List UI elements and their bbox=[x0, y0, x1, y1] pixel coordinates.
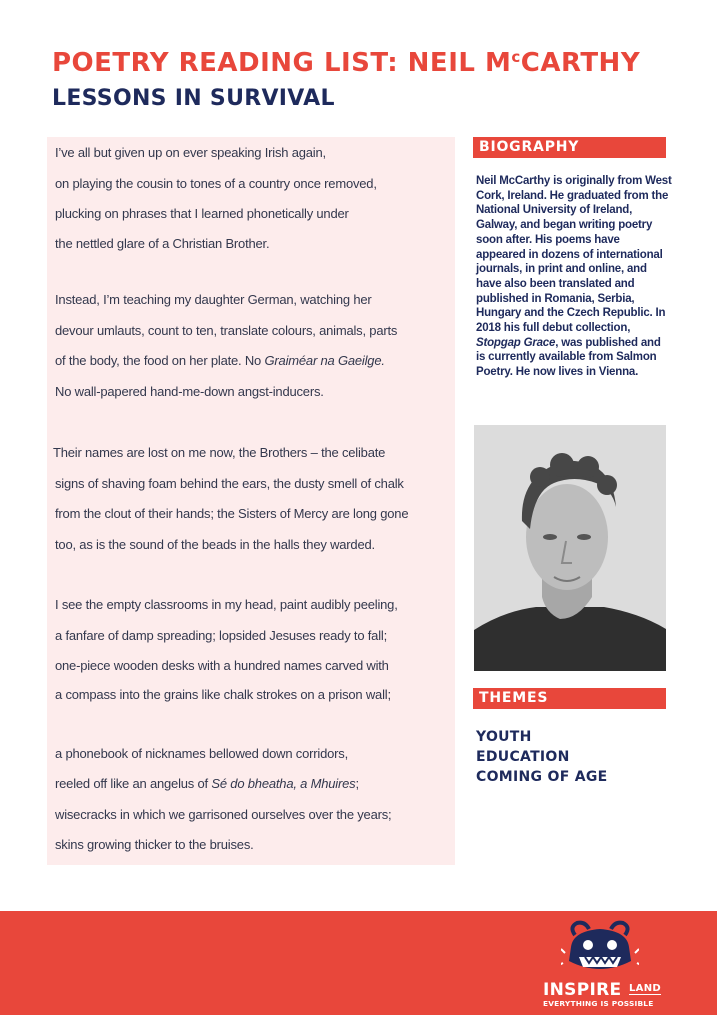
poem-line: I see the empty classrooms in my head, paint audibly peeling, bbox=[55, 597, 398, 612]
poem-line: of the body, the food on her plate. No Graiméar na Gaeilge. bbox=[55, 353, 385, 368]
poem-line: No wall-papered hand-me-down angst-inducers. bbox=[55, 384, 324, 399]
poem-line: plucking on phrases that I learned phonetically under bbox=[55, 206, 349, 221]
poem-line: from the clout of their hands; the Sisters of Mercy are long gone bbox=[55, 506, 409, 521]
inspireland-mascot-icon bbox=[561, 917, 639, 979]
theme-item: COMING OF AGE bbox=[476, 769, 608, 785]
poem-line: too, as is the sound of the beads in the halls they warded. bbox=[55, 537, 375, 552]
poem-line: Instead, I’m teaching my daughter German, watching her bbox=[55, 292, 372, 307]
poem-line: one-piece wooden desks with a hundred names carved with bbox=[55, 658, 389, 673]
poem-line: reeled off like an angelus of Sé do bheatha, a Mhuires; bbox=[55, 776, 359, 791]
poem-line: wisecracks in which we garrisoned ourselves over the years; bbox=[55, 807, 392, 822]
biography-heading: BIOGRAPHY bbox=[479, 139, 580, 155]
poem-line: devour umlauts, count to ten, translate colours, animals, parts bbox=[55, 323, 398, 338]
poem-line: a fanfare of damp spreading; lopsided Jesuses ready to fall; bbox=[55, 628, 387, 643]
page-title: POETRY READING LIST: NEIL $M^cCARTHY$ bbox=[52, 48, 641, 78]
logo-land: LAND bbox=[629, 983, 661, 994]
poem-line: signs of shaving foam behind the ears, the dusty smell of chalk bbox=[55, 476, 404, 491]
biography-text: Neil McCarthy is originally from West Cork, Ireland. He graduated from the National University of Ireland, Galway, and began writing poetry soon after. His poems have appeared in dozens of international journals, in print and online, and have also been translated and published in Romania, Serbia, Hungary and the Czech Republic. In 2018 his full debut collection, Stopgap Grace, was published and is currently available from Salmon Poetry. He now lives in Vienna. bbox=[476, 175, 672, 379]
book-title: Stopgap Grace bbox=[476, 336, 556, 349]
themes-heading-bar bbox=[473, 688, 666, 709]
irish-phrase: Graiméar na Gaeilge. bbox=[264, 353, 385, 368]
poem-line: Their names are lost on me now, the Brothers – the celibate bbox=[53, 445, 386, 460]
poem-line: on playing the cousin to tones of a country once removed, bbox=[55, 176, 377, 191]
themes-heading: THEMES bbox=[479, 690, 549, 706]
theme-item: EDUCATION bbox=[476, 749, 570, 765]
poem-line: I’ve all but given up on ever speaking Irish again, bbox=[55, 145, 326, 160]
poem-title: LESSONS IN SURVIVAL bbox=[52, 86, 335, 111]
poem-line: a compass into the grains like chalk strokes on a prison wall; bbox=[55, 687, 391, 702]
title-superscript: c bbox=[511, 48, 521, 66]
theme-item: YOUTH bbox=[476, 729, 532, 745]
poem-line: skins growing thicker to the bruises. bbox=[55, 837, 254, 852]
poem-line: a phonebook of nicknames bellowed down corridors, bbox=[55, 746, 348, 761]
logo-wordmark: INSPIRE bbox=[543, 980, 622, 1000]
themes-list bbox=[476, 727, 608, 787]
biography-heading-bar bbox=[473, 137, 666, 158]
poem-line: the nettled glare of a Christian Brother. bbox=[55, 236, 270, 251]
author-portrait-icon bbox=[474, 425, 666, 671]
author-photo bbox=[474, 425, 666, 671]
logo-tagline: EVERYTHING IS POSSIBLE bbox=[543, 999, 654, 1008]
irish-phrase: Sé do bheatha, a Mhuires bbox=[211, 776, 356, 791]
